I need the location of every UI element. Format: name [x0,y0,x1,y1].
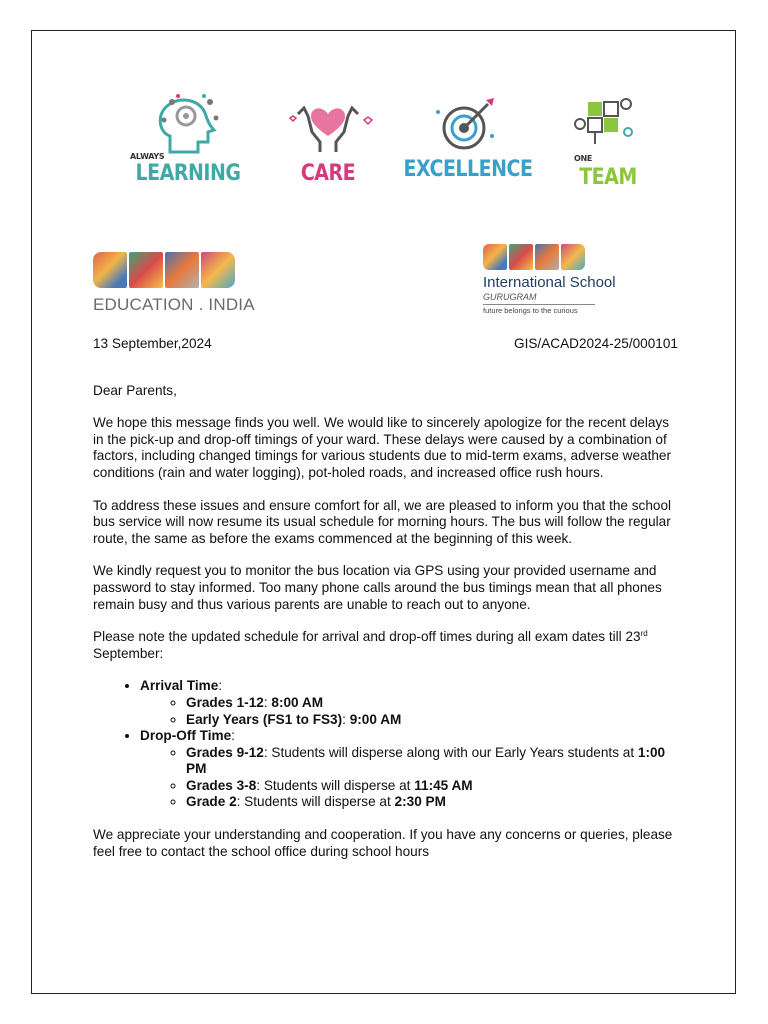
letter-reference: GIS/ACAD2024-25/000101 [514,336,678,351]
school-city: GURUGRAM [483,292,537,302]
paragraph-apology: We hope this message finds you well. We would like to sincerely apologize for the recent delays in the pick-up and drop-off timings of your ward. These delays were caused by a combination of factors, including changed timings for various students due to mid-term exams, adverse weather conditions (rain and water logging), pot-holed roads, and increased office rush hours. [93,415,672,480]
letter-date: 13 September,2024 [93,336,212,351]
paragraph-gps: We kindly request you to monitor the bus location via GPS using your provided username and password to stay informed. Too many phone calls around the bus timings mean that all phones remain busy and thus various parents are unable to reach out to anyone. [93,563,662,612]
puzzle-network-icon [538,92,678,156]
letter-body [93,336,678,876]
learning-word: LEARNING [135,160,241,186]
paragraph-schedule-resume: To address these issues and ensure comfort for all, we are pleased to inform you that the school bus service will now resume its usual schedule for morning hours. The bus will follow the regular route, the same as before the exams commenced at the beginning of this week. [93,497,672,546]
team-small-word: ONE [574,154,593,163]
dropoff-label: Drop-Off Time [140,728,232,744]
school-tagline: future belongs to the curious [483,304,595,315]
list-item: ◦ Early Years (FS1 to FS3): 9:00 AM [186,712,678,729]
paragraph-schedule-intro: Please note the updated schedule for arrival and drop-off times during all exam dates till 23rd September: [93,629,648,661]
team-word: TEAM [579,164,637,190]
paragraph-closing: We appreciate your understanding and cooperation. If you have any concerns or queries, please feel free to contact the school office during school hours [93,827,673,859]
list-item: ◦ Grades 1-12: 8:00 AM [186,695,678,712]
value-excellence [398,92,538,192]
school-name: International School [483,274,616,291]
gems-international-school-logo [483,244,643,319]
head-gears-icon [118,92,258,156]
list-item-dropoff: • Drop-Off Time: ◦ Grades 9-12: Students will disperse along with our Early Years students at 1:00 PM ◦ Grades 3-8: Students will disperse at 11:45 AM ◦ Grade 2: Students will disperse at 2:30 PM [140,728,678,811]
value-learning [118,92,258,192]
list-item: ◦ Grade 2: Students will disperse at 2:30 PM [186,794,678,811]
target-arrow-icon [398,92,538,156]
hands-heart-icon [258,92,398,156]
schedule-list [93,678,678,811]
excellence-word: EXCELLENCE [403,156,533,182]
gems-brand-mark-small [483,244,587,270]
value-team [538,92,678,192]
arrival-label: Arrival Time [140,678,219,694]
care-word: CARE [300,160,356,186]
gems-brand-mark [93,252,237,288]
list-item-arrival: • Arrival Time: ◦ Grades 1-12: 8:00 AM ◦ Early Years (FS1 to FS3): 9:00 AM [140,678,678,728]
list-item: ◦ Grades 3-8: Students will disperse at 11:45 AM [186,778,678,795]
gems-education-logo [93,252,255,317]
value-care [258,92,398,192]
logo-subtitle: EDUCATION . INDIA [93,295,255,314]
dropoff-sublist [140,745,678,811]
learning-small-word: ALWAYS [130,152,165,161]
salutation: Dear Parents, [93,382,177,398]
arrival-sublist [140,695,678,728]
values-banner [100,92,660,192]
list-item: ◦ Grades 9-12: Students will disperse along with our Early Years students at 1:00 PM [186,745,678,778]
date-ref-row [93,336,678,353]
